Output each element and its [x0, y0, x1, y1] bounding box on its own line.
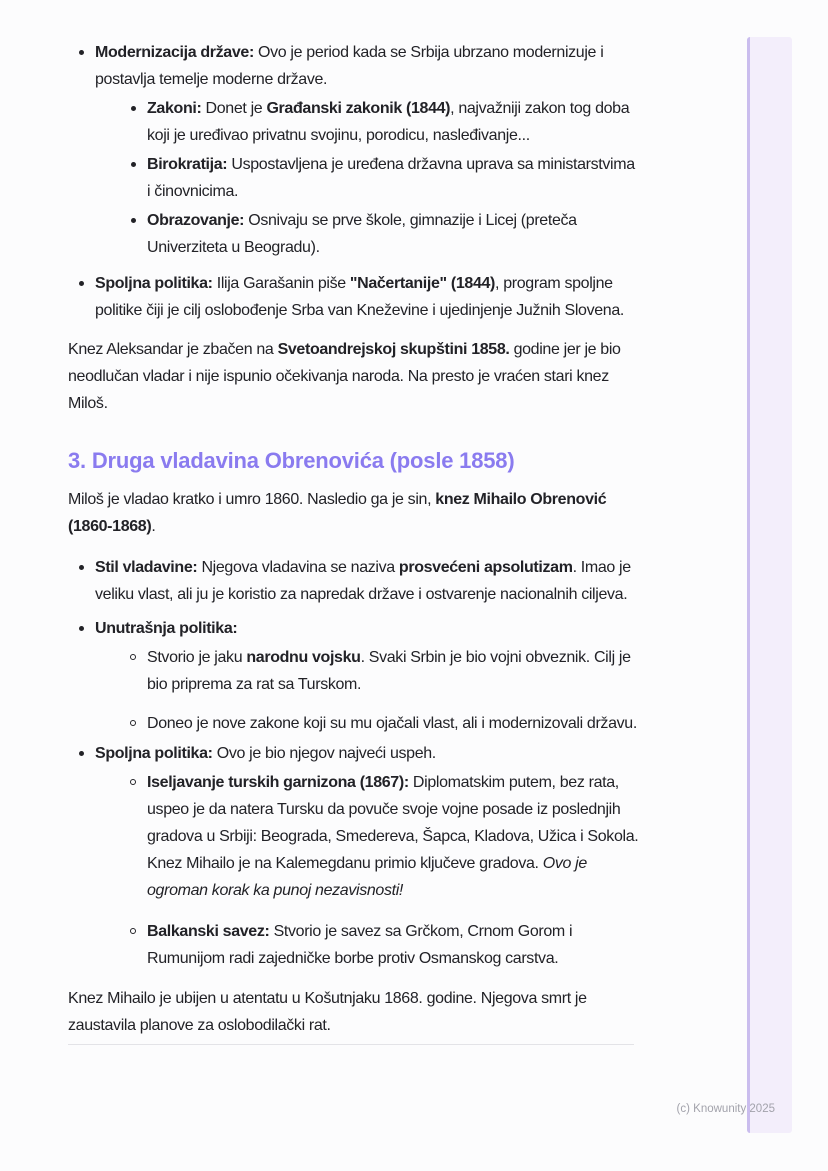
paragraph-text: . [151, 518, 156, 535]
list-item-spoljna-politika-1 [68, 270, 642, 324]
list-item-text: Njegova vladavina se naziva [197, 559, 399, 576]
list-item-lead: Obrazovanje: [147, 212, 245, 229]
paragraph-milos [68, 486, 642, 540]
bold-text: prosvećeni apsolutizam [398, 559, 573, 576]
list-item-lead: Stil vladavine: [95, 559, 198, 576]
list-item-balkanski-savez [120, 918, 642, 972]
list-item-lead: Spoljna politika: [95, 275, 213, 292]
section-heading: 3. Druga vladavina Obrenovića (posle 1858) [68, 448, 515, 473]
list-item-text: Osnivaju se prve škole, gimnazije i Licej (preteča Univerziteta u Beogradu). [147, 212, 577, 256]
list-item-lead: Iseljavanje turskih garnizona (1867): [147, 774, 409, 791]
sublist-spoljna [120, 769, 642, 972]
list-item-vojska [120, 644, 642, 698]
list-item-novi-zakoni [120, 710, 642, 737]
list-item-lead: Unutrašnja politika: [95, 620, 238, 637]
list-item-text: , najvažniji zakon tog doba koji je uređivao privatnu svojinu, porodicu, nasleđivanje... [147, 100, 630, 144]
list-item-text: Doneo je nove zakone koji su mu ojačali vlast, ali i modernizovali državu. [147, 715, 637, 732]
italic-text: Ovo je ogroman korak ka punoj nezavisnosti! [147, 855, 587, 899]
list-item-text: . Imao je veliku vlast, ali ju je koristio za napredak države i ostvarenje nacionalnih ciljeva. [95, 559, 631, 603]
list-item-spoljna-politika-2 [68, 740, 642, 972]
paragraph-aleksandar [68, 336, 642, 417]
list-item-text: Stvorio je jaku [147, 649, 247, 666]
bold-text: knez Mihailo Obrenović (1860-1868) [68, 491, 607, 535]
list-item-obrazovanje [120, 207, 642, 261]
bullet-list-second [68, 554, 642, 972]
paragraph-text: godine jer je bio neodlučan vladar i nije ispunio očekivanja naroda. Na presto je vraćen stari knez Miloš. [68, 341, 621, 412]
list-item-lead: Modernizacija države: [95, 44, 254, 61]
divider [68, 1044, 634, 1045]
list-item-text: Ovo je bio njegov najveći uspeh. [212, 745, 436, 762]
list-item-lead: Balkanski savez: [147, 923, 270, 940]
list-item-text: Donet je [201, 100, 267, 117]
bold-text: Svetoandrejskoj skupštini 1858. [277, 341, 510, 358]
copyright-text: (c) Knowunity 2025 [676, 1103, 775, 1115]
list-item-text: . Svaki Srbin je bio vojni obveznik. Cilj je bio priprema za rat sa Turskom. [147, 649, 631, 693]
list-item-stil-vladavine [68, 554, 642, 608]
paragraph-text: Knez Mihailo je ubijen u atentatu u Košutnjaku 1868. godine. Njegova smrt je zaustavila planove za oslobodilački rat. [68, 990, 587, 1034]
paragraph-text: Knez Aleksandar je zbačen na [68, 341, 278, 358]
sublist-modernizacija [120, 95, 642, 261]
bold-text: Građanski zakonik (1844) [266, 100, 451, 117]
list-item-lead: Zakoni: [147, 100, 202, 117]
bold-text: "Načertanije" (1844) [349, 275, 496, 292]
page-edge-strip [747, 37, 792, 1133]
list-item-text: Uspostavljena je uređena državna uprava sa ministarstvima i činovnicima. [147, 156, 635, 200]
list-item-text: Stvorio je savez sa Grčkom, Crnom Gorom i Rumunijom radi zajedničke borbe protiv Osmanskog carstva. [147, 923, 573, 967]
list-item-text: Ilija Garašanin piše [212, 275, 350, 292]
list-item-lead: Spoljna politika: [95, 745, 213, 762]
list-item-zakoni [120, 95, 642, 149]
bold-text: narodnu vojsku [246, 649, 361, 666]
list-item-birokratija [120, 151, 642, 205]
list-item-modernizacija [68, 39, 642, 261]
list-item-lead: Birokratija: [147, 156, 228, 173]
bullet-list-first [68, 39, 642, 324]
sublist-unutrasnja [120, 644, 642, 737]
list-item-text: Ovo je period kada se Srbija ubrzano modernizuje i postavlja temelje moderne države. [95, 44, 604, 88]
paragraph-mihailo [68, 985, 642, 1039]
list-item-text: , program spoljne politike čiji je cilj oslobođenje Srba van Kneževine i ujedinjenje Južnih Slovena. [95, 275, 624, 319]
list-item-unutrasnja-politika [68, 615, 642, 737]
document-content [68, 39, 642, 1045]
paragraph-text: Miloš je vladao kratko i umro 1860. Nasledio ga je sin, [68, 491, 436, 508]
list-item-text: Diplomatskim putem, bez rata, uspeo je da natera Tursku da povuče svoje vojne posade iz poslednjih gradova u Srbiji: Beograda, Smedereva, Šapca, Kladova, Užica i Sokola. Knez Mihailo je na Kalemegdanu primio ključeve gradova. [147, 774, 639, 872]
list-item-garnizoni [120, 769, 642, 904]
